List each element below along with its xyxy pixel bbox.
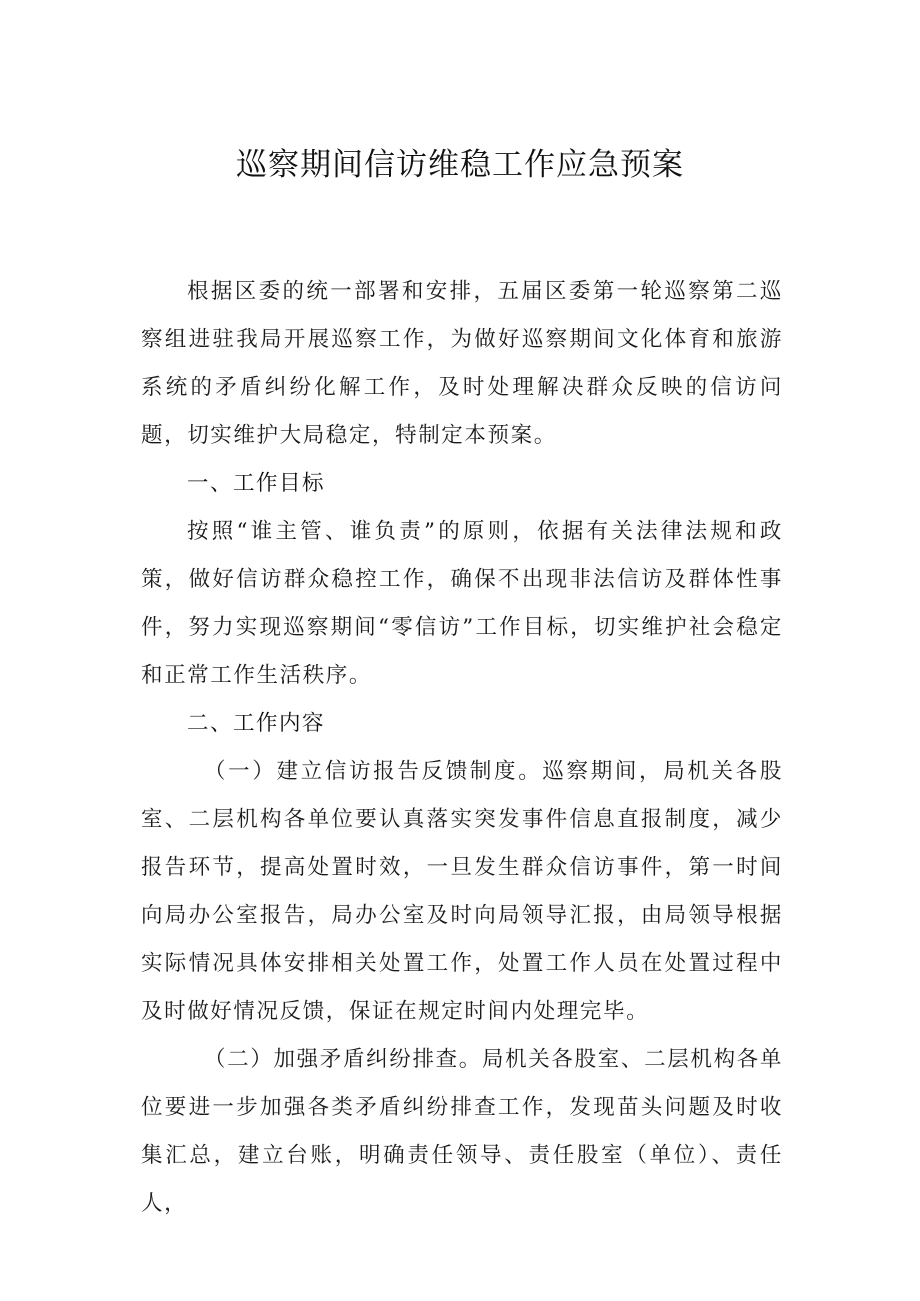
intro-paragraph: 根据区委的统一部署和安排，五届区委第一轮巡察第二巡察组进驻我局开展巡察工作，为做好巡察期间文化体育和旅游系统的矛盾纠纷化解工作，及时处理解决群众反映的信访问题，切实维护大局稳定，特制定本预案。 xyxy=(141,279,783,448)
section-1-heading: 一、工作目标 xyxy=(187,471,326,496)
document-body xyxy=(141,268,783,1228)
document-title: 巡察期间信访维稳工作应急预案 xyxy=(236,147,684,183)
section-2-item-2-paragraph: （二）加强矛盾纠纷排查。局机关各股室、二层机构各单位要进一步加强各类矛盾纠纷排查工作，发现苗头问题及时收集汇总，建立台账，明确责任领导、责任股室（单位）、责任人， xyxy=(141,1047,783,1216)
section-2-item-1-paragraph: （一）建立信访报告反馈制度。巡察期间，局机关各股室、二层机构各单位要认真落实突发事件信息直报制度，减少报告环节，提高处置时效，一旦发生群众信访事件，第一时间向局办公室报告，局办公室及时向局领导汇报，由局领导根据实际情况具体安排相关处置工作，处置工作人员在处置过程中及时做好情况反馈，保证在规定时间内处理完毕。 xyxy=(141,759,783,1024)
section-1-paragraph: 按照“谁主管、谁负责”的原则，依据有关法律法规和政策，做好信访群众稳控工作，确保不出现非法信访及群体性事件，努力实现巡察期间“零信访”工作目标，切实维护社会稳定和正常工作生活秩序。 xyxy=(141,519,783,688)
section-2-heading: 二、工作内容 xyxy=(187,711,326,736)
